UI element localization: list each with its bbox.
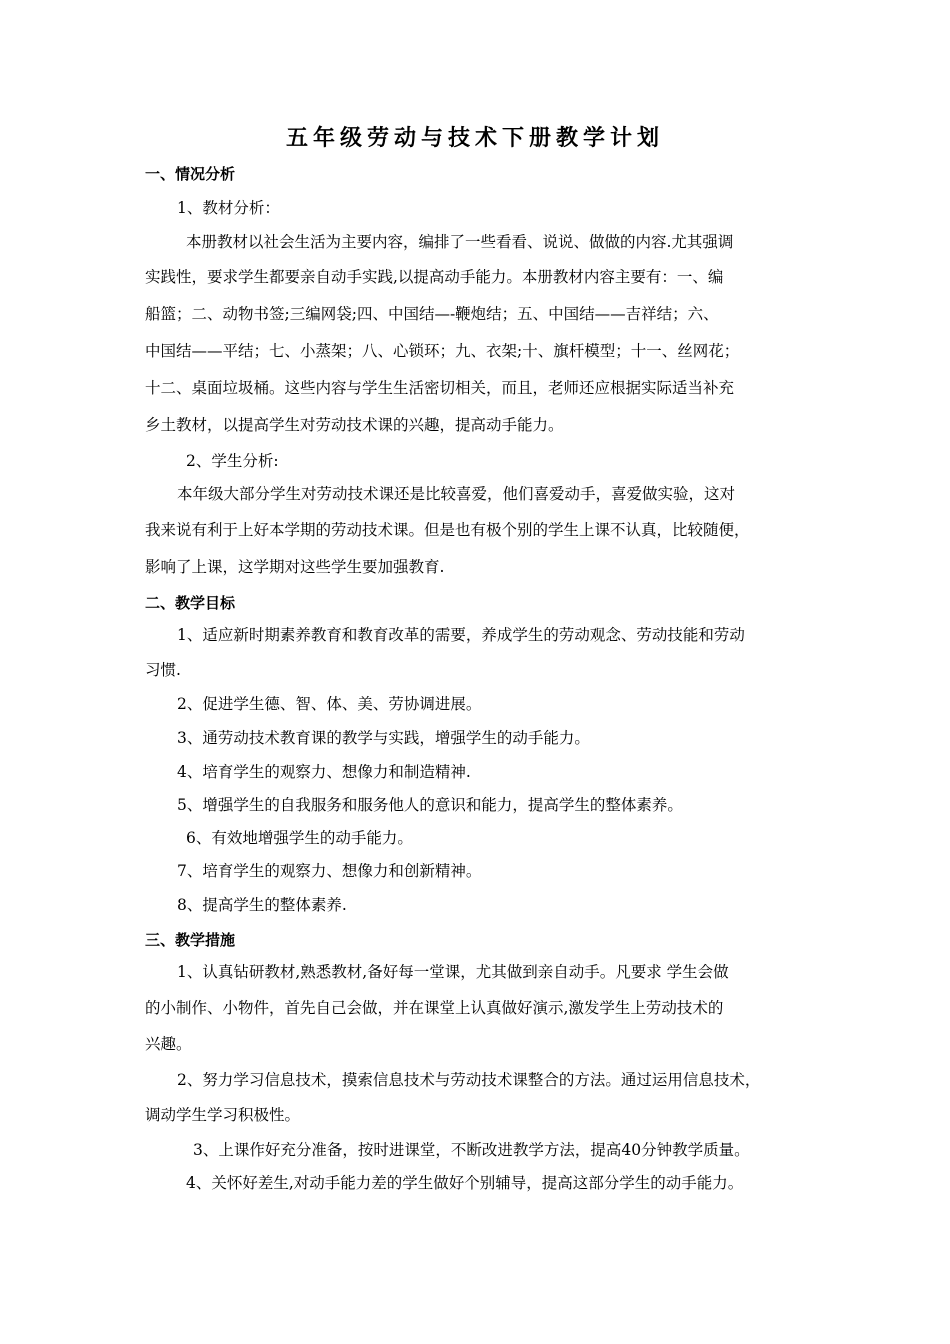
page-title: 五年级劳动与技术下册教学计划 [285, 126, 664, 151]
section-heading-goals: 二、教学目标 [145, 594, 236, 612]
paragraph-line: 我来说有利于上好本学期的劳动技术课。但是也有极个别的学生上课不认真，比较随便， [145, 521, 750, 539]
paragraph-line: 实践性，要求学生都要亲自动手实践,以提高动手能力。本册教材内容主要有：一、编 [145, 268, 724, 286]
paragraph-line: 十二、桌面垃圾桶。这些内容与学生生活密切相关，而且，老师还应根据实际适当补充 [145, 379, 735, 397]
paragraph-line: 8、提高学生的整体素养. [177, 896, 347, 914]
paragraph-line: 2、促进学生德、智、体、美、劳协调进展。 [177, 695, 482, 713]
paragraph-line: 船篮；二、动物书签;三编网袋;四、中国结—-鞭炮结；五、中国结——吉祥结；六、 [145, 305, 719, 323]
paragraph-line: 3、上课作好充分准备，按时进课堂，不断改进教学方法，提高40分钟教学质量。 [193, 1141, 750, 1159]
section-heading-situation: 一、情况分析 [145, 165, 236, 183]
paragraph-line: 5、增强学生的自我服务和服务他人的意识和能力，提高学生的整体素养。 [177, 796, 683, 814]
paragraph-line: 兴趣。 [145, 1035, 192, 1053]
paragraph-line: 4、培育学生的观察力、想像力和制造精神. [177, 763, 471, 781]
paragraph-line: 1、适应新时期素养教育和教育改革的需要，养成学生的劳动观念、劳动技能和劳动 [177, 626, 745, 644]
section-heading-measures: 三、教学措施 [145, 931, 236, 949]
paragraph-line: 习惯. [145, 661, 181, 679]
paragraph-line: 3、通劳动技术教育课的教学与实践，增强学生的动手能力。 [177, 729, 590, 747]
paragraph-line: 乡土教材，以提高学生对劳动技术课的兴趣，提高动手能力。 [145, 416, 564, 434]
paragraph-line: 调动学生学习积极性。 [145, 1106, 301, 1124]
paragraph-line: 1、教材分析： [177, 199, 280, 217]
paragraph-line: 中国结——平结；七、小蒸架；八、心锁环；九、衣架;十、旗杆模型；十一、丝网花； [145, 342, 740, 360]
paragraph-line: 本年级大部分学生对劳动技术课还是比较喜爱，他们喜爱动手，喜爱做实验，这对 [177, 485, 736, 503]
paragraph-line: 本册教材以社会生活为主要内容，编排了一些看看、说说、做做的内容.尤其强调 [186, 233, 734, 251]
paragraph-line: 的小制作、小物件，首先自己会做，并在课堂上认真做好演示,激发学生上劳动技术的 [145, 999, 724, 1017]
paragraph-line: 4、关怀好差生,对动手能力差的学生做好个别辅导，提高这部分学生的动手能力。 [186, 1174, 744, 1192]
paragraph-line: 6、有效地增强学生的动手能力。 [186, 829, 413, 847]
paragraph-line: 7、培育学生的观察力、想像力和创新精神。 [177, 862, 482, 880]
paragraph-line: 影响了上课，这学期对这些学生要加强教育. [145, 558, 445, 576]
paragraph-line: 1、认真钻研教材,熟悉教材,备好每一堂课，尤其做到亲自动手。凡要求 学生会做 [177, 963, 729, 981]
paragraph-line: 2、学生分析: [186, 452, 279, 470]
paragraph-line: 2、努力学习信息技术，摸索信息技术与劳动技术课整合的方法。通过运用信息技术， [177, 1071, 761, 1089]
